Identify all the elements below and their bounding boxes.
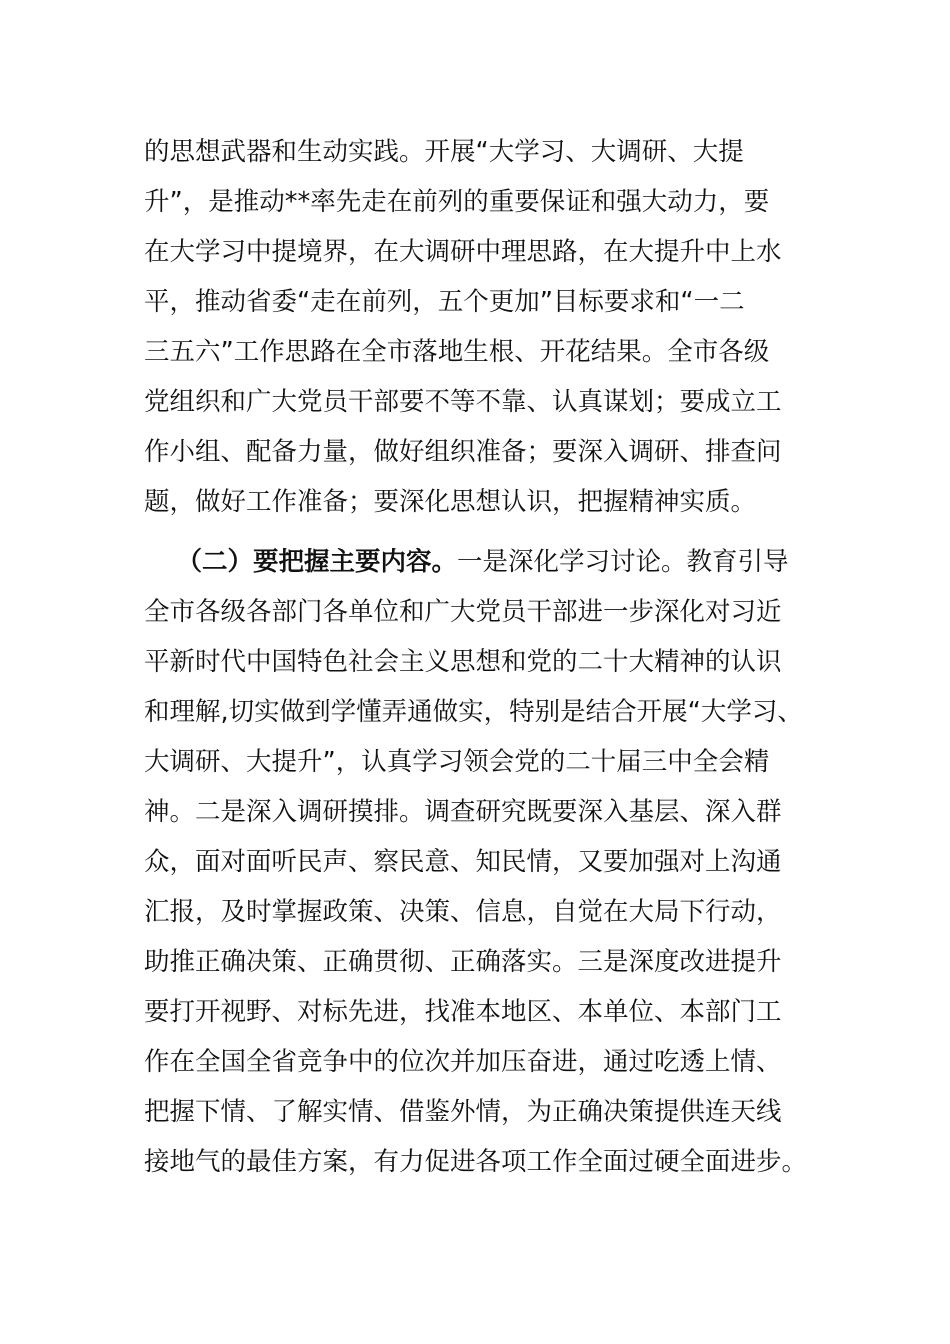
text-line: 助推正确决策、正确贯彻、正确落实。三是深度改进提升 xyxy=(144,947,782,977)
text-line: 把握下情、了解实情、借鉴外情，为正确决策提供连天线 xyxy=(144,1097,782,1127)
text-line: 要打开视野、对标先进，找准本地区、本单位、本部门工 xyxy=(144,997,782,1027)
text-line: 汇报，及时掌握政策、决策、信息，自觉在大局下行动， xyxy=(144,897,782,927)
paragraph-1 xyxy=(144,127,814,527)
text-line: 接地气的最佳方案，有力促进各项工作全面过硬全面进步。 xyxy=(144,1147,808,1177)
text-line: 作在全国全省竞争中的位次并加压奋进，通过吃透上情、 xyxy=(144,1047,782,1077)
text-line: 升”，是推动**率先走在前列的重要保证和强大动力，要 xyxy=(144,187,770,217)
text-line: 在大学习中提境界，在大调研中理思路，在大提升中上水 xyxy=(144,237,782,267)
section-heading: （二）要把握主要内容。 xyxy=(176,547,457,577)
text-line: 党组织和广大党员干部要不等不靠、认真谋划；要成立工 xyxy=(144,387,782,417)
text-line: 平，推动省委“走在前列，五个更加”目标要求和“一二 xyxy=(144,287,745,317)
text-line: 的思想武器和生动实践。开展“大学习、大调研、大提 xyxy=(144,137,744,167)
text-line: 三五六”工作思路在全市落地生根、开花结果。全市各级 xyxy=(144,337,770,367)
text-line: 大调研、大提升”，认真学习领会党的二十届三中全会精 xyxy=(144,747,770,777)
paragraph-2 xyxy=(144,537,814,1187)
text-line: 题，做好工作准备；要深化思想认识，把握精神实质。 xyxy=(144,487,757,517)
text-line-first xyxy=(144,537,814,587)
text-line: 平新时代中国特色社会主义思想和党的二十大精神的认识 xyxy=(144,647,782,677)
text-line: 作小组、配备力量，做好组织准备；要深入调研、排查问 xyxy=(144,437,782,467)
text-line: 众，面对面听民声、察民意、知民情，又要加强对上沟通 xyxy=(144,847,782,877)
text-line: 神。二是深入调研摸排。调查研究既要深入基层、深入群 xyxy=(144,797,782,827)
text-line: 全市各级各部门各单位和广大党员干部进一步深化对习近 xyxy=(144,597,782,627)
text-line: 和理解,切实做到学懂弄通做实，特别是结合开展“大学习、 xyxy=(144,697,803,727)
text-segment: 一是深化学习讨论。教育引导 xyxy=(456,547,789,577)
